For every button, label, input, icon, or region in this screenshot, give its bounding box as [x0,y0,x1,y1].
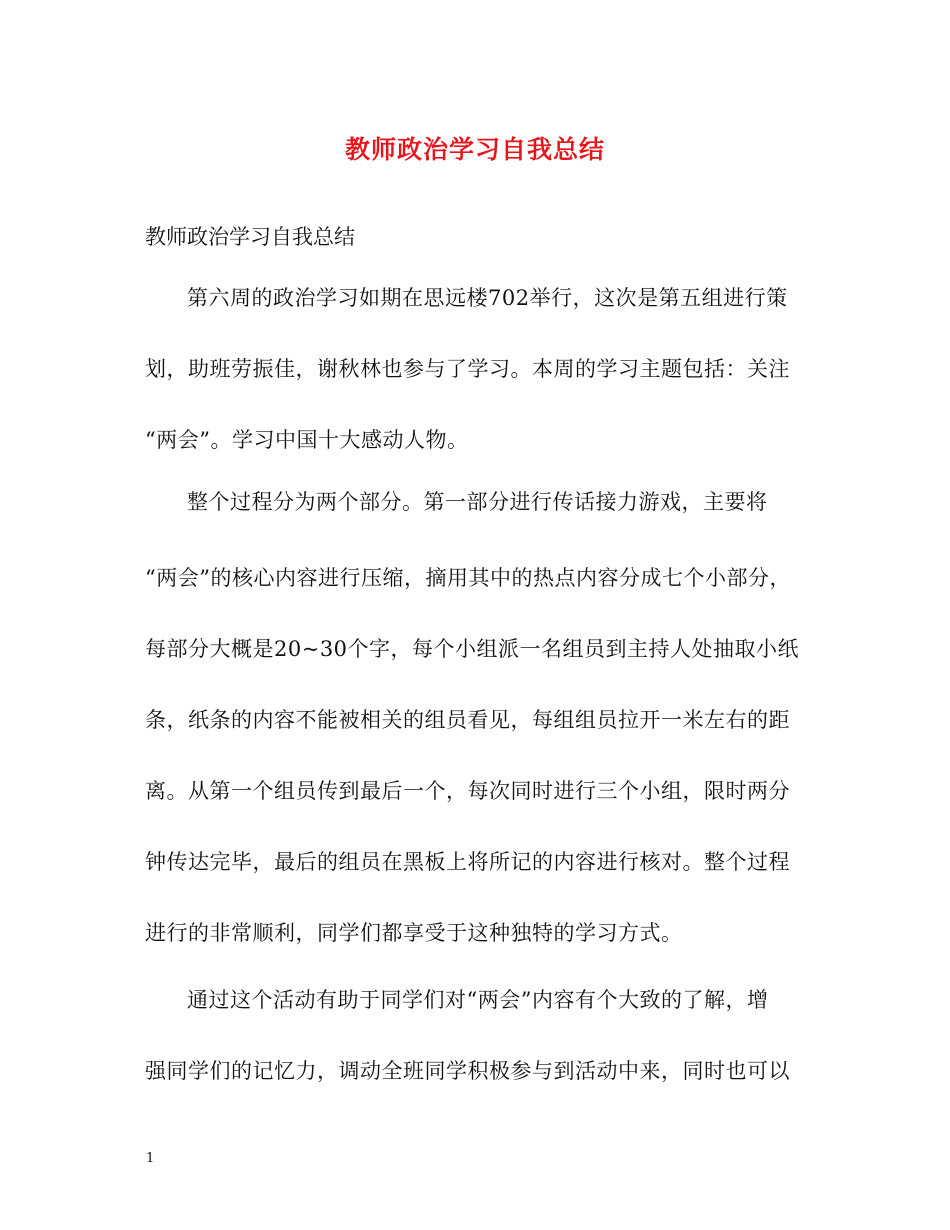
paragraph-line: 通过这个活动有助于同学们对“两会”内容有个大致的了解，增 [187,988,769,1012]
paragraph-line: 进行的非常顺利，同学们都享受于这种独特的学习方式。 [145,921,683,945]
paragraph-line: “两会”。学习中国十大感动人物。 [145,428,469,452]
paragraph-line: 强同学们的记忆力，调动全班同学积极参与到活动中来，同时也可以 [145,1059,790,1083]
paragraph-line: “两会”的核心内容进行压缩，摘用其中的热点内容分成七个小部分， [145,566,791,590]
paragraph-line: 整个过程分为两个部分。第一部分进行传话接力游戏，主要将 [187,490,768,514]
paragraph-line: 条，纸条的内容不能被相关的组员看见，每组组员拉开一米左右的距 [145,708,790,732]
paragraph-line: 划，助班劳振佳，谢秋林也参与了学习。本周的学习主题包括：关注 [145,357,790,381]
document-subtitle: 教师政治学习自我总结 [145,225,355,249]
document-title: 教师政治学习自我总结 [344,135,605,164]
paragraph-line: 钟传达完毕，最后的组员在黑板上将所记的内容进行核对。整个过程 [145,850,790,874]
paragraph-line: 每部分大概是20~30个字，每个小组派一名组员到主持人处抽取小纸 [145,637,800,661]
paragraph-line: 离。从第一个组员传到最后一个，每次同时进行三个小组，限时两分 [145,779,790,803]
page-number: 1 [146,1151,155,1166]
paragraph-line: 第六周的政治学习如期在思远楼702举行，这次是第五组进行策 [187,286,788,310]
